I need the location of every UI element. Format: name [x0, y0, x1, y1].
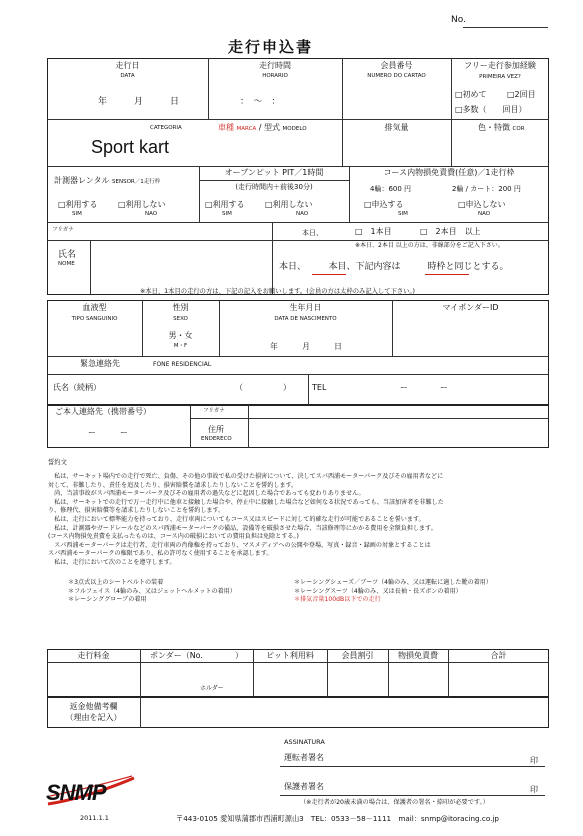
time-label: 走行時間 [259, 61, 291, 70]
sex-options[interactable]: 男・女 [168, 331, 193, 340]
pit-nouse-checkbox[interactable]: □利用しない [265, 200, 313, 209]
experience-label: フリー走行参加経験 [464, 61, 536, 70]
experience-second-checkbox[interactable]: □2回目 [507, 90, 536, 99]
color-label: 色・特徴 COR [478, 123, 525, 132]
emergency-contact-label: 緊急連絡先 [80, 359, 120, 368]
snmp-logo: SNMP [46, 774, 138, 808]
relation-label: 氏名（続柄） [53, 383, 101, 392]
blood-type-label: 血液型 [82, 303, 107, 312]
footer-address: 〒443-0105 愛知県蒲郡市西浦町源山3 TEL：0533－58－1111 mail：snmp@itoracing.co.jp [176, 814, 499, 823]
pledge-heading: 誓約文 [48, 459, 67, 466]
course-apply-checkbox[interactable]: □申込する [364, 200, 404, 209]
guardian-signature-label: 保護者署名 [284, 782, 324, 791]
fee-pit-header: ピット利用料 [266, 651, 314, 660]
rules-right: ＊レーシングシューズ／ブーツ（4輪のみ、又は運転に適した靴の着用） ＊レーシングスーツ（4輪のみ、又は長袖・長ズボンの着用） ＊排気音量100dB以下での走行 [294, 579, 492, 604]
transponder-id-label: マイポンダーID [442, 303, 499, 312]
experience-many-checkbox[interactable]: □多数（ 回目） [455, 105, 527, 114]
fee-run-header: 走行料金 [77, 651, 110, 660]
refund-label: 返金他備考欄 [69, 702, 118, 711]
first-run-notice: ※本日、1本目の走行の方は、下記の記入をお願いします。(会員の方は太枠のみ記入して下さい。) [140, 288, 416, 295]
revision-date: 2011.1.1 [80, 814, 109, 822]
course-noapply-checkbox[interactable]: □申込しない [458, 200, 506, 209]
sensor-nouse-checkbox[interactable]: □利用しない [118, 200, 166, 209]
date-fields: 年 月 日 [98, 97, 180, 107]
second-run-checkbox[interactable]: □ 2本目 以上 [420, 227, 481, 236]
driver-signature-label: 運転者署名 [284, 753, 324, 762]
time-fields: ： 〜 ： [240, 97, 281, 107]
first-run-checkbox[interactable]: □ 1本目 [355, 227, 392, 236]
number-label: No. [451, 15, 466, 25]
fee-ponder-header: ポンダー（No. ） [150, 651, 243, 660]
birth-date-label: 生年月日 [289, 303, 322, 312]
pledge-text: 私は、サーキット場内での走行で死亡、負傷、その他の事故で私の受けた損害について、決してスパ西浦モーターパーク及びその雇用者などに 対して、非難したり、責任を追及したり、損害賠償を請求したりしないことを誓約します。 尚、当該事故がスパ西浦モーターパーク及びその雇用者の過失などに起因した場合であっても変わりありません。 私は、サーキットでの走行で万一走行中に他車と接触した場合や、停止中に接触した場合など如何なる状況であっても、当該加害者を非難した り、修理代、損害賠償等を請求したりしないことを誓約します。 私は、走行において標準能力を持っており、走行車両についてもコース又はスピードに対して的確な走行が可能であることを誓います。 私は、計測器やガードレールなどのスパ西浦モーターパークの備品、設備等を破損させた場合、当該修理等にかかる費用を全額負担します。 (コース内物損免責費を支払ったものは、コース内の破損においての費用負担は免除とする。) スパ西浦モーターパークは走行者、走行車両の肖像権を持っており、マスメディアへの公開や登場、写真・録音・録画の対象とすることは スパ西浦モーターパークの権限であり、私の許可なく使用することを承認します。 私は、走行において次のことを遵守します。 [48, 473, 444, 566]
sex-label: 性別 [172, 303, 189, 312]
open-pit-label: オープンピット PIT／1時間 [224, 168, 324, 177]
page-title: 走行申込書 [228, 38, 314, 56]
displacement-label: 排気量 [384, 123, 409, 132]
number-line [463, 27, 548, 28]
fee-member-header: 会員割引 [341, 651, 374, 660]
sensor-use-checkbox[interactable]: □利用する [58, 200, 98, 209]
course-damage-label: コース内物損免責費(任意)／1走行枠 [383, 168, 515, 177]
address-label: 住所 [208, 425, 224, 434]
name-label: 氏名 [58, 250, 77, 260]
tel-label: TEL [312, 383, 327, 392]
guardian-seal: 印 [530, 785, 538, 794]
pit-use-checkbox[interactable]: □利用する [205, 200, 245, 209]
mobile-contact-label: ご本人連絡先（携帯番号） [55, 407, 151, 416]
rules-left: ＊3点式以上のシートベルトの装着 ＊フルフェイス（4輪のみ、又はジェットヘルメットの着用） ＊レーシンググローブの着用 [68, 579, 236, 604]
sensor-rental-label: 計測器レンタル SENSOR／1走行枠 [54, 176, 161, 185]
handwritten-model: Sport kart [91, 137, 170, 157]
member-number-label: 会員番号 [380, 61, 413, 70]
fee-total-header: 合計 [490, 651, 507, 660]
fee-damage-header: 物損免責費 [398, 651, 438, 660]
same-as-line: 本日、 本目、下記内容は 時枠と同じとする。 [279, 262, 509, 272]
experience-first-checkbox[interactable]: □初めて [455, 90, 487, 99]
driver-seal: 印 [530, 756, 538, 765]
model-label: 車種 MARCA / 型式 MODELO [218, 123, 307, 132]
date-label: 走行日 [115, 61, 140, 70]
